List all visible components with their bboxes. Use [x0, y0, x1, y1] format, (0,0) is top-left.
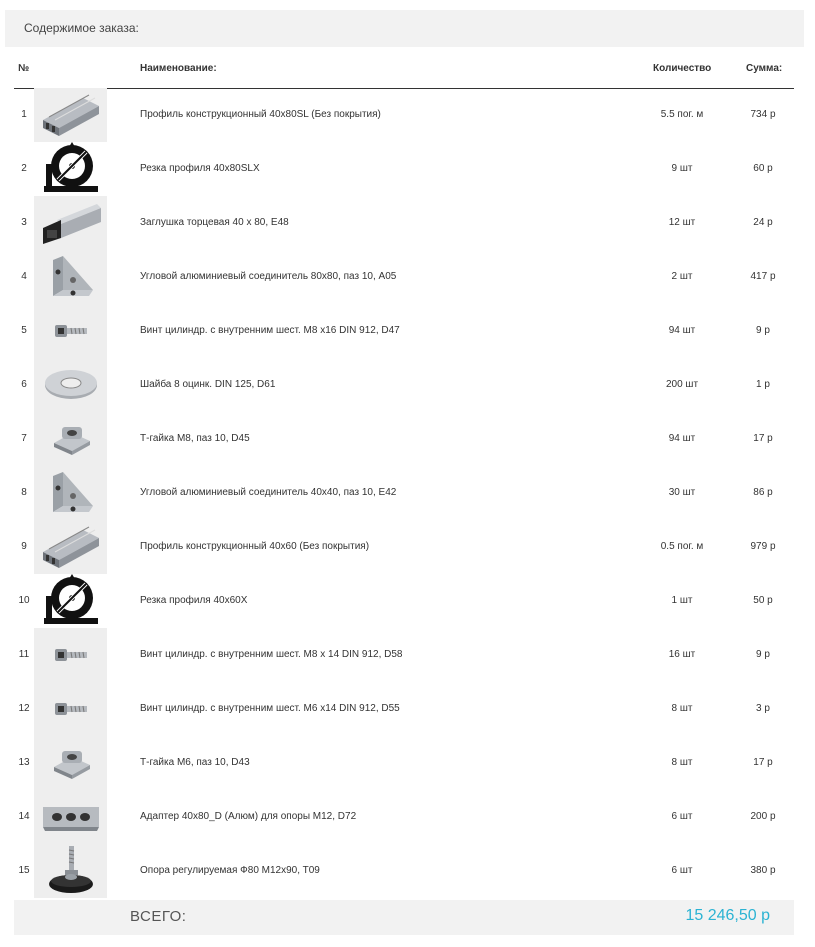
item-quantity: 8 шт — [671, 757, 693, 768]
column-quantity: Количество — [653, 63, 712, 74]
item-sum: 200 р — [750, 811, 776, 822]
item-sum: 86 р — [753, 487, 773, 498]
screw-icon — [51, 319, 91, 343]
item-number: 1 — [21, 109, 27, 120]
item-quantity: 6 шт — [671, 811, 693, 822]
item-sum: 17 р — [753, 757, 773, 768]
item-quantity: 12 шт — [668, 217, 696, 228]
item-thumbnail — [34, 574, 107, 628]
item-number: 2 — [21, 163, 27, 174]
item-sum: 1 р — [756, 379, 770, 390]
item-thumbnail — [34, 736, 107, 790]
table-row — [0, 196, 815, 250]
item-quantity: 5.5 пог. м — [660, 109, 704, 120]
table-row — [0, 574, 815, 628]
item-number: 5 — [21, 325, 27, 336]
item-thumbnail — [34, 844, 107, 898]
item-name: Профиль конструкционный 40x80SL (Без покрытия) — [140, 109, 381, 120]
item-thumbnail — [34, 790, 107, 844]
item-quantity: 94 шт — [668, 433, 696, 444]
total-label: ВСЕГО: — [130, 908, 187, 925]
item-number: 13 — [18, 757, 30, 768]
item-quantity: 6 шт — [671, 865, 693, 876]
item-name: Профиль конструкционный 40x60 (Без покрытия) — [140, 541, 370, 552]
saw-icon — [42, 574, 100, 628]
item-number: 8 — [21, 487, 27, 498]
corner-bracket-icon — [43, 252, 99, 302]
table-row — [0, 682, 815, 736]
item-thumbnail — [34, 196, 107, 250]
item-thumbnail — [34, 88, 107, 142]
t-nut-icon — [48, 745, 94, 781]
item-sum: 9 р — [756, 649, 770, 660]
item-number: 6 — [21, 379, 27, 390]
item-thumbnail — [34, 358, 107, 412]
item-number: 15 — [18, 865, 30, 876]
item-number: 12 — [18, 703, 30, 714]
item-thumbnail — [34, 466, 107, 520]
item-name: Винт цилиндр. с внутренним шест. M6 x14 DIN 912, D55 — [140, 703, 400, 714]
saw-icon — [42, 142, 100, 196]
item-sum: 17 р — [753, 433, 773, 444]
item-sum: 50 р — [753, 595, 773, 606]
table-row — [0, 412, 815, 466]
profile-icon — [39, 92, 103, 138]
item-quantity: 2 шт — [671, 271, 693, 282]
profile-icon — [39, 524, 103, 570]
item-quantity: 0.5 пог. м — [660, 541, 704, 552]
item-quantity: 9 шт — [671, 163, 693, 174]
table-row — [0, 358, 815, 412]
table-row — [0, 88, 815, 142]
table-row — [0, 466, 815, 520]
item-number: 3 — [21, 217, 27, 228]
item-thumbnail — [34, 682, 107, 736]
item-quantity: 94 шт — [668, 325, 696, 336]
item-sum: 60 р — [753, 163, 773, 174]
table-row — [0, 250, 815, 304]
t-nut-icon — [48, 421, 94, 457]
item-name: Т-гайка M8, паз 10, D45 — [140, 433, 250, 444]
order-header — [5, 10, 804, 47]
washer-icon — [42, 368, 100, 402]
item-name: Угловой алюминиевый соединитель 80x80, паз 10, A05 — [140, 271, 397, 282]
item-name: Заглушка торцевая 40 х 80, E48 — [140, 217, 289, 228]
table-row — [0, 844, 815, 898]
item-sum: 734 р — [750, 109, 776, 120]
item-thumbnail — [34, 142, 107, 196]
item-number: 14 — [18, 811, 30, 822]
item-thumbnail — [34, 250, 107, 304]
item-number: 10 — [18, 595, 30, 606]
item-name: Винт цилиндр. с внутренним шест. M8 x 14 DIN 912, D58 — [140, 649, 403, 660]
end-cap-icon — [39, 200, 103, 246]
item-sum: 417 р — [750, 271, 776, 282]
item-number: 4 — [21, 271, 27, 282]
screw-icon — [51, 697, 91, 721]
item-thumbnail — [34, 304, 107, 358]
item-quantity: 200 шт — [665, 379, 699, 390]
corner-bracket-icon — [43, 468, 99, 518]
item-number: 11 — [18, 649, 30, 660]
table-row — [0, 628, 815, 682]
item-name: Угловой алюминиевый соединитель 40x40, паз 10, E42 — [140, 487, 397, 498]
leveling-foot-icon — [43, 844, 99, 898]
item-name: Резка профиля 40x60X — [140, 595, 248, 606]
item-number: 7 — [21, 433, 27, 444]
table-row — [0, 520, 815, 574]
screw-icon — [51, 643, 91, 667]
order-items-table — [0, 88, 815, 898]
item-sum: 24 р — [753, 217, 773, 228]
order-title: Содержимое заказа: — [24, 21, 139, 35]
item-name: Опора регулируемая Ф80 M12x90, T09 — [140, 865, 320, 876]
item-sum: 9 р — [756, 325, 770, 336]
item-quantity: 16 шт — [668, 649, 696, 660]
column-sum: Сумма: — [746, 63, 783, 74]
item-thumbnail — [34, 520, 107, 574]
table-row — [0, 142, 815, 196]
item-thumbnail — [34, 628, 107, 682]
item-sum: 3 р — [756, 703, 770, 714]
item-sum: 380 р — [750, 865, 776, 876]
item-number: 9 — [21, 541, 27, 552]
table-row — [0, 304, 815, 358]
item-name: Т-гайка M6, паз 10, D43 — [140, 757, 250, 768]
column-name: Наименование: — [140, 63, 217, 74]
item-name: Шайба 8 оцинк. DIN 125, D61 — [140, 379, 276, 390]
item-name: Резка профиля 40x80SLX — [140, 163, 260, 174]
table-row — [0, 736, 815, 790]
item-name: Винт цилиндр. с внутренним шест. M8 x16 DIN 912, D47 — [140, 325, 400, 336]
item-quantity: 8 шт — [671, 703, 693, 714]
item-thumbnail — [34, 412, 107, 466]
order-total — [14, 900, 794, 935]
item-sum: 979 р — [750, 541, 776, 552]
item-quantity: 30 шт — [668, 487, 696, 498]
item-name: Адаптер 40x80_D (Алюм) для опоры M12, D72 — [140, 811, 357, 822]
column-number: № — [18, 63, 30, 74]
total-value: 15 246,50 р — [685, 907, 770, 924]
item-quantity: 1 шт — [671, 595, 693, 606]
adapter-plate-icon — [39, 799, 103, 835]
table-row — [0, 790, 815, 844]
